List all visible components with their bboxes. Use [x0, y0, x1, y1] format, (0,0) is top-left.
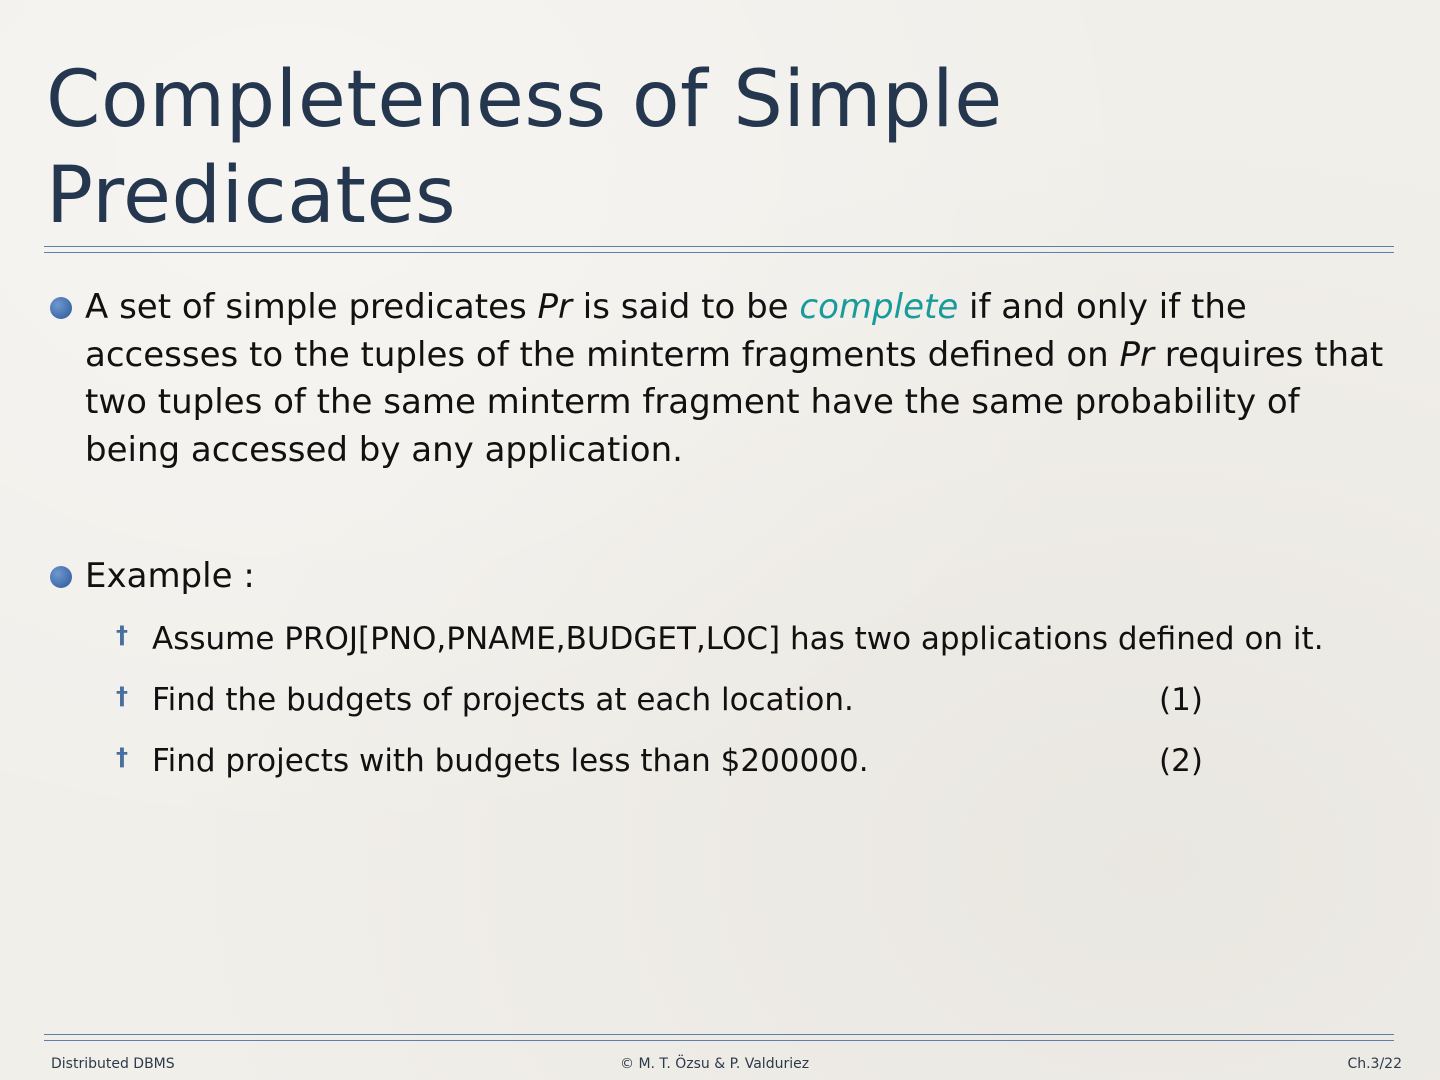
sub-item-text: Find the budgets of projects at each location.: [152, 682, 854, 718]
definition-text-part: is said to be: [572, 287, 800, 327]
definition-text-part: A set of simple predicates: [85, 287, 538, 327]
pr-term: Pr: [1119, 334, 1154, 375]
bullet-dot-icon: [50, 566, 72, 588]
footer-divider-line-secondary: [44, 1040, 1394, 1041]
complete-term: complete: [799, 287, 959, 327]
footer-copyright: © M. T. Özsu & P. Valduriez: [620, 1056, 810, 1072]
footer-page-number: Ch.3/22: [1347, 1056, 1402, 1072]
bullet-dot-icon: [50, 297, 72, 319]
application-number: (2): [1159, 743, 1203, 779]
pr-term: Pr: [537, 287, 572, 327]
bullet-example-label: Example :: [85, 556, 255, 596]
slide-title: Completeness of Simple Predicates: [46, 55, 1003, 241]
bullet-definition-text: [85, 284, 1390, 474]
definition-text-part: if and only if the accesses to the tuples of the minterm fragments defined on: [85, 287, 1247, 375]
dagger-bullet-icon: †: [116, 682, 128, 710]
title-divider-line: [44, 246, 1394, 247]
bullet-definition: [50, 284, 1390, 474]
bullet-example: [50, 553, 1390, 601]
dagger-bullet-icon: †: [116, 743, 128, 771]
dagger-bullet-icon: †: [116, 621, 128, 649]
application-number: (1): [1159, 682, 1203, 718]
footer-divider-line: [44, 1034, 1394, 1035]
sub-item-text: Assume PROJ[PNO,PNAME,BUDGET,LOC] has two applications defined on it.: [152, 621, 1324, 657]
sub-item-text: Find projects with budgets less than $200000.: [152, 743, 869, 779]
title-divider-line-secondary: [44, 252, 1394, 253]
footer-course-name: Distributed DBMS: [51, 1056, 175, 1072]
definition-text-part: requires that two tuples of the same minterm fragment have the same probability of being accessed by any application.: [85, 334, 1384, 470]
